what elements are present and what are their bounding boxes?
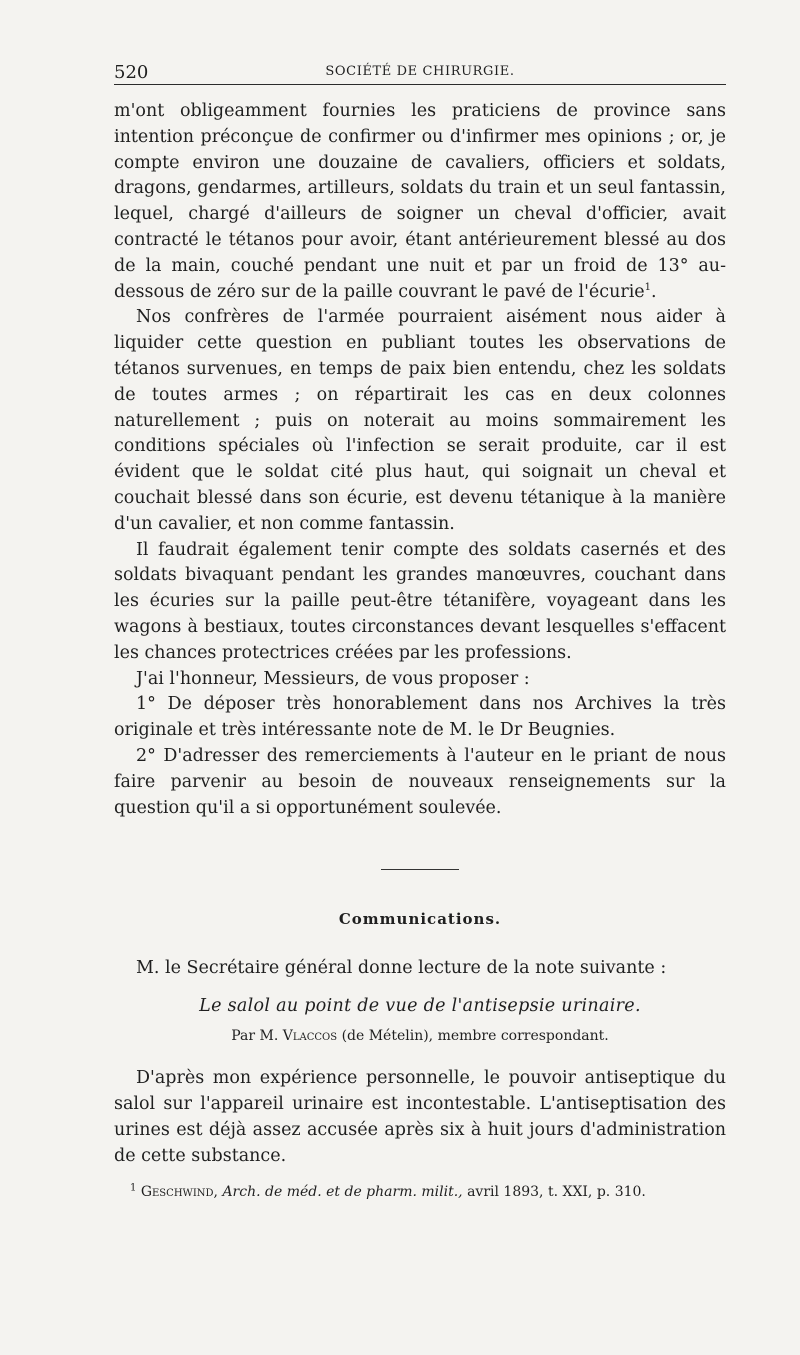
paragraph-3: Il faudrait également tenir compte des soldats casernés et des soldats bivaquant pendant les grandes manœuvres, couchant dans les écuries sur la paille peut-être tétanifère, voyageant dans les wagons à bestiaux, toutes circonstances devant lesquelles s'effacent les chances protectrices créées par les professions. <box>114 539 726 663</box>
running-title: SOCIÉTÉ DE CHIRURGIE. <box>325 64 515 79</box>
footnote: $^1$ Geschwind, Arch. de méd. et de pharm. milit., avril 1893, t. XXI, p. 310. <box>130 1181 646 1200</box>
page-number: 520 <box>114 62 149 83</box>
paragraph-4: J'ai l'honneur, Messieurs, de vous proposer : <box>136 668 530 689</box>
footnote-ref: 1 <box>644 281 652 293</box>
section-divider <box>381 869 459 870</box>
section-title: Communications. <box>338 910 502 929</box>
byline: Par M. Vlaccos (de Mételin), membre correspondant. <box>231 1028 609 1045</box>
article-body <box>114 1066 726 1169</box>
paragraph-6: 2° D'adresser des remerciements à l'auteur en le priant de nous faire parvenir au besoin de nouveaux renseignements sur la question qu'il a si opportunément soulevée. <box>114 745 726 818</box>
author-name: Vlaccos <box>282 1028 338 1045</box>
body-text <box>114 99 726 821</box>
page-header <box>114 62 726 85</box>
page <box>114 62 726 1200</box>
paragraph-5: 1° De déposer très honorablement dans nos Archives la très originale et très intéressante note de M. le Dr Beugnies. <box>114 694 726 741</box>
paragraph-2: Nos confrères de l'armée pourraient aisément nous aider à liquider cette question en publiant toutes les observations de tétanos survenues, en temps de paix bien entendu, chez les soldats de toutes armes ; on répartirait les cas en deux colonnes naturellement ; puis on noterait au moins sommairement les conditions spéciales où l'infection se serait produite, car il est évident que le soldat cité plus haut, qui soignait un cheval et couchait blessé dans son écurie, est devenu tétanique à la manière d'un cavalier, et non comme fantassin. <box>114 307 726 534</box>
article-paragraph: D'après mon expérience personnelle, le pouvoir antiseptique du salol sur l'appareil urinaire est incontestable. L'antiseptisation des urines est déjà assez accusée après six à huit jours d'administration de cette substance. <box>114 1068 726 1166</box>
article-title: Le salol au point de vue de l'antisepsie urinaire. <box>199 996 641 1017</box>
paragraph-1: m'ont obligeamment fournies les praticiens de province sans intention préconçue de confirmer ou d'infirmer mes opinions ; or, je compte environ une douzaine de cavaliers, officiers et soldats, dragons, gendarmes, artilleurs, soldats du train et un seul fantassin, lequel, chargé d'ailleurs de soigner un cheval d'officier, avait contracté le tétanos pour avoir, étant antérieurement blessé au dos de la main, couché pendant une nuit et par un froid de 13° au-dessous de zéro sur de la paille couvrant le pavé de l'écurie$^1$. <box>114 101 726 302</box>
section-lead: M. le Secrétaire général donne lecture de la note suivante : <box>136 958 667 979</box>
